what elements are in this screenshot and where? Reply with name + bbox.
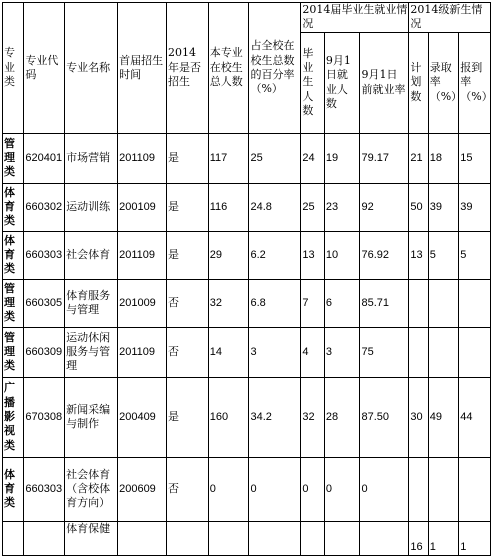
cell-admit [428,327,459,377]
table-row [3,377,491,457]
cell-enroll-2014: 否 [166,327,208,377]
cell-plan: 21 [409,133,428,183]
header-grad-group: 2014届毕业生就业情况 [302,3,408,31]
cell-admit [428,279,459,327]
enrollment-employment-table [2,2,491,556]
cell-percent: 6.2 [249,231,301,279]
cell-enroll-2014: 否 [166,279,208,327]
cell-rate: 79.17 [360,133,409,183]
cell-students: 116 [208,183,249,231]
cell-grads: 13 [301,231,324,279]
cell-name: 体育服务与管理 [65,279,118,327]
cell-students [208,521,249,555]
cell-category: 管理类 [3,327,24,377]
cell-code: 660305 [24,279,65,327]
cell-percent: 0 [249,457,301,521]
cell-first-enroll: 200609 [118,457,167,521]
cell-percent: 25 [249,133,301,183]
cell-admit: 5 [428,231,459,279]
header-plan: 计划数 [409,32,428,133]
cell-employed: 10 [324,231,360,279]
table-row [3,231,491,279]
cell-plan: 30 [409,377,428,457]
cell-plan: 50 [409,183,428,231]
header-code: 专业代码 [24,3,65,134]
cell-rate: 76.92 [360,231,409,279]
cell-first-enroll [118,521,167,555]
table-row [3,457,491,521]
cell-rate: 87.50 [360,377,409,457]
cell-name: 运动休闲服务与管理 [65,327,118,377]
cell-percent: 3 [249,327,301,377]
cell-employed [324,521,360,555]
cell-grads: 25 [301,183,324,231]
cell-name: 运动训练 [65,183,118,231]
header-first-enroll: 首届招生时间 [118,3,167,134]
cell-plan [409,457,428,521]
cell-code: 660302 [24,183,65,231]
cell-code: 670308 [24,377,65,457]
cell-students: 32 [208,279,249,327]
header-admit-rate: 录取率（%） [428,32,459,133]
cell-category: 管理类 [3,133,24,183]
cell-admit [428,457,459,521]
header-name: 专业名称 [65,3,118,134]
cell-students: 117 [208,133,249,183]
cell-report: 44 [459,377,491,457]
cell-enroll-2014 [166,521,208,555]
cell-employed: 0 [324,457,360,521]
cell-enroll-2014: 是 [166,183,208,231]
cell-category: 体育类 [3,457,24,521]
cell-first-enroll: 200409 [118,377,167,457]
cell-code: 660303 [24,457,65,521]
header-employed-sep1: 9月1日就业人数 [324,32,360,133]
cell-name: 体育保健 [65,521,118,555]
cell-percent: 34.2 [249,377,301,457]
cell-grads [301,521,324,555]
cell-category [3,521,24,555]
cell-employed: 3 [324,327,360,377]
cell-grads: 7 [301,279,324,327]
cell-rate [360,521,409,555]
table-row [3,521,491,555]
header-new-group: 2014级新生情况 [409,3,491,33]
cell-rate: 75 [360,327,409,377]
cell-percent: 6.8 [249,279,301,327]
header-enroll-2014: 2014年是否招生 [166,3,208,134]
cell-students: 14 [208,327,249,377]
cell-grads: 0 [301,457,324,521]
cell-rate: 92 [360,183,409,231]
cell-enroll-2014: 是 [166,133,208,183]
cell-percent [249,521,301,555]
cell-admit: 49 [428,377,459,457]
cell-report: 15 [459,133,491,183]
cell-report: 5 [459,231,491,279]
cell-first-enroll: 201109 [118,133,167,183]
cell-report [459,279,491,327]
cell-first-enroll: 201109 [118,327,167,377]
cell-employed: 6 [324,279,360,327]
cell-admit: 39 [428,183,459,231]
table-row [3,183,491,231]
cell-report [459,457,491,521]
cell-name: 新闻采编与制作 [65,377,118,457]
header-students: 本专业在校生总人数 [208,3,249,134]
header-rate-sep1: 9月1日前就业率 [360,32,409,133]
cell-first-enroll: 201009 [118,279,167,327]
cell-students: 0 [208,457,249,521]
cell-name: 市场营销 [65,133,118,183]
cell-plan [409,327,428,377]
cell-students: 29 [208,231,249,279]
cell-students: 160 [208,377,249,457]
cell-admit: 1 [428,521,459,555]
table-row [3,133,491,183]
cell-name: 社会体育（含校体育方向） [65,457,118,521]
cell-rate: 85.71 [360,279,409,327]
cell-plan: 16 [409,521,428,555]
cell-code [24,521,65,555]
cell-first-enroll: 201109 [118,231,167,279]
cell-category: 体育类 [3,231,24,279]
cell-report [459,327,491,377]
header-percent-of-school: 占全校在校生总数的百分率（%） [249,3,301,134]
cell-plan [409,279,428,327]
header-report-rate: 报到率（%） [459,32,491,133]
cell-name: 社会体育 [65,231,118,279]
cell-percent: 24.8 [249,183,301,231]
table-row [3,327,491,377]
cell-first-enroll: 200109 [118,183,167,231]
cell-code: 660303 [24,231,65,279]
cell-enroll-2014: 是 [166,231,208,279]
cell-employed: 23 [324,183,360,231]
cell-enroll-2014: 是 [166,377,208,457]
cell-admit: 18 [428,133,459,183]
cell-category: 广播影视类 [3,377,24,457]
header-category: 专业类 [3,3,24,134]
cell-report: 39 [459,183,491,231]
cell-category: 体育类 [3,183,24,231]
cell-rate: 0 [360,457,409,521]
cell-enroll-2014: 否 [166,457,208,521]
cell-grads: 4 [301,327,324,377]
cell-plan: 13 [409,231,428,279]
cell-grads: 32 [301,377,324,457]
cell-code: 660309 [24,327,65,377]
cell-code: 620401 [24,133,65,183]
cell-employed: 19 [324,133,360,183]
cell-report: 1 [459,521,491,555]
cell-category: 管理类 [3,279,24,327]
cell-employed: 28 [324,377,360,457]
table-row [3,279,491,327]
header-grads: 毕业生人数 [301,32,324,133]
cell-grads: 24 [301,133,324,183]
